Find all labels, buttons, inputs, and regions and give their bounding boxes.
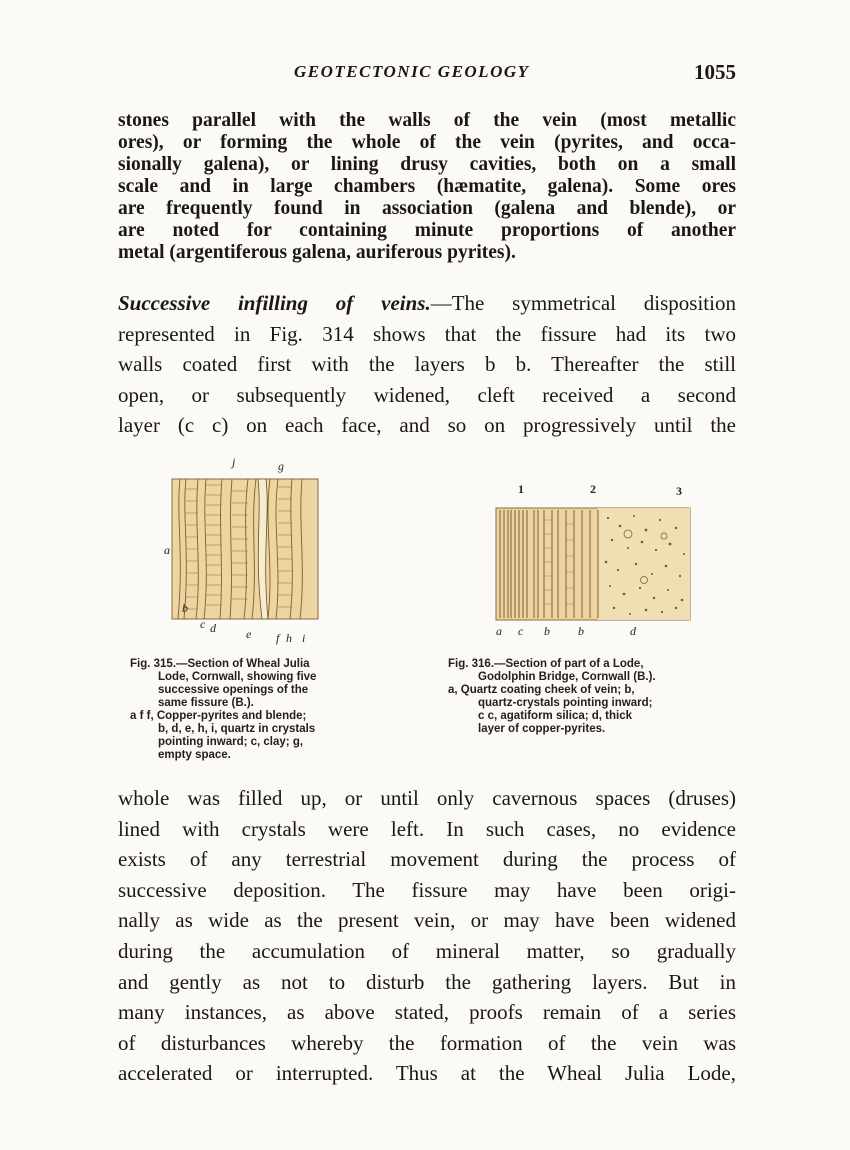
figure-label-h: h — [286, 631, 292, 645]
caption-line: quartz-crystals pointing inward; — [478, 697, 653, 709]
caption-line: same fissure (B.). — [158, 697, 254, 709]
caption-line: pointing inward; c, clay; g, — [158, 736, 304, 748]
figure-label-d: d — [210, 621, 216, 635]
text-line — [118, 288, 736, 319]
section-run-in-heading: Successive infilling of veins. — [118, 291, 431, 315]
figure-315-caption — [130, 658, 370, 762]
caption-line: b, d, e, h, i, quartz in crystals — [158, 723, 316, 735]
caption-line: a f f, Copper-pyrites and blende; — [130, 710, 307, 722]
paragraph-successive-infilling — [118, 288, 736, 441]
text-line: metal (argentiferous galena, auriferous pyrites). — [118, 242, 516, 263]
text-line: open, or subsequently widened, cleft received a second — [118, 382, 736, 407]
running-head — [118, 62, 736, 86]
caption-line: successive openings of the — [158, 684, 309, 696]
figure-label-g: g — [278, 459, 284, 473]
caption-line: Fig. 315.—Section of Wheal Julia — [130, 658, 310, 670]
text-fragment: —The symmetrical disposition — [430, 291, 736, 315]
text-line: nally as wide as the present vein, or may have been widened — [118, 908, 736, 933]
caption-line: a, Quartz coating cheek of vein; b, — [448, 684, 635, 696]
caption-line: c c, agatiform silica; d, thick — [478, 710, 633, 722]
figure-label-c: c — [518, 624, 524, 638]
figure-label-f: f — [276, 631, 280, 645]
figure-label-a: a — [496, 624, 502, 638]
figure-label-c: c — [200, 617, 206, 631]
figure-315 — [130, 455, 370, 765]
figure-label-a: a — [164, 543, 170, 557]
page-number: 1055 — [694, 60, 736, 84]
text-line: during the accumulation of mineral matter, so gradually — [118, 938, 736, 963]
paragraph-filling-and-disturbance — [118, 783, 736, 1089]
caption-line: Godolphin Bridge, Cornwall (B.). — [478, 671, 656, 683]
figure-label-3: 3 — [676, 484, 682, 498]
caption-line: Fig. 316.—Section of part of a Lode, — [448, 658, 644, 670]
paragraph-ore-associations — [118, 110, 736, 264]
figure-316-illustration — [448, 504, 742, 654]
running-title: GEOTECTONIC GEOLOGY — [294, 62, 530, 81]
figure-316-caption — [448, 658, 742, 736]
caption-line: layer of copper-pyrites. — [478, 723, 606, 735]
figure-label-e: e — [246, 627, 252, 641]
figure-label-2: 2 — [590, 482, 596, 496]
figure-316 — [448, 482, 742, 752]
figure-label-j: j — [232, 455, 236, 469]
text-line: of disturbances whereby the formation of the vein was — [118, 1030, 736, 1055]
figure-label-d: d — [630, 624, 636, 638]
figure-label-1: 1 — [518, 482, 524, 496]
text-line: scale and in large chambers (hæmatite, galena). Some ores — [118, 176, 736, 197]
figure-label-b: b — [578, 624, 584, 638]
figure-label-b: b — [544, 624, 550, 638]
text-line: layer (c c) on each face, and so on progressively until the — [118, 413, 736, 437]
text-line: stones parallel with the walls of the vein (most metallic — [118, 110, 736, 131]
text-line: lined with crystals were left. In such cases, no evidence — [118, 816, 736, 841]
text-line: and gently as not to disturb the gathering layers. But in — [118, 969, 736, 994]
caption-line: Lode, Cornwall, showing five — [158, 671, 317, 683]
text-line: many instances, as above stated, proofs remain of a series — [118, 1000, 736, 1025]
figure-label-b: b — [182, 601, 188, 615]
text-line: walls coated first with the layers b b. Thereafter the still — [118, 352, 736, 376]
caption-line: empty space. — [158, 749, 231, 761]
text-line: are noted for containing minute proportions of another — [118, 220, 736, 241]
text-line: successive deposition. The fissure may have been origi- — [118, 877, 736, 902]
text-line: sionally galena), or lining drusy cavities, both on a small — [118, 154, 736, 175]
text-line: accelerated or interrupted. Thus at the Wheal Julia Lode, — [118, 1061, 736, 1086]
text-line: represented in Fig. 314 shows that the fissure had its two — [118, 321, 736, 346]
text-line: exists of any terrestrial movement during the process of — [118, 847, 736, 872]
text-line: ores), or forming the whole of the vein (pyrites, and occa- — [118, 132, 736, 153]
figure-label-i: i — [302, 631, 306, 645]
text-line: are frequently found in association (galena and blende), or — [118, 198, 736, 219]
text-line: whole was filled up, or until only cavernous spaces (druses) — [118, 786, 736, 810]
